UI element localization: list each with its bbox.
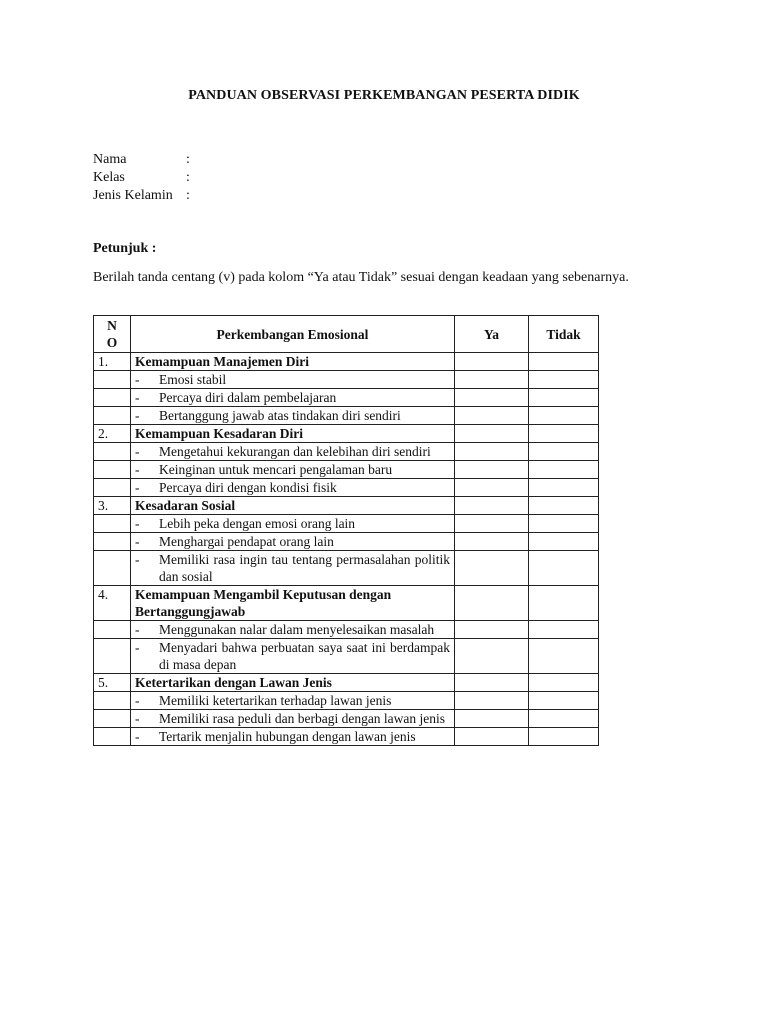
item-text: Bertanggung jawab atas tindakan diri sendiri — [159, 408, 401, 423]
list-item — [135, 407, 450, 424]
table-row — [94, 621, 599, 639]
empty-number-cell — [94, 639, 131, 674]
tidak-cell[interactable] — [529, 551, 599, 586]
tidak-cell[interactable] — [529, 710, 599, 728]
list-item — [135, 443, 450, 460]
item-cell — [131, 621, 455, 639]
yes-cell[interactable] — [455, 461, 529, 479]
tidak-cell[interactable] — [529, 639, 599, 674]
item-text: Emosi stabil — [159, 372, 227, 387]
yes-cell[interactable] — [455, 586, 529, 621]
item-text: Percaya diri dalam pembelajaran — [159, 390, 337, 405]
section-number: 3. — [94, 497, 131, 515]
table-row — [94, 533, 599, 551]
item-text: Percaya diri dengan kondisi fisik — [159, 480, 337, 495]
item-cell — [131, 533, 455, 551]
item-text: Menyadari bahwa perbuatan saya saat ini berdampak di masa depan — [159, 640, 450, 672]
list-item — [135, 551, 450, 585]
tidak-cell[interactable] — [529, 533, 599, 551]
list-item — [135, 461, 450, 478]
section-number: 5. — [94, 674, 131, 692]
empty-number-cell — [94, 443, 131, 461]
table-row — [94, 639, 599, 674]
section-title: Ketertarikan dengan Lawan Jenis — [131, 674, 455, 692]
tidak-cell[interactable] — [529, 353, 599, 371]
yes-cell[interactable] — [455, 621, 529, 639]
item-dash: - — [135, 480, 140, 495]
list-item — [135, 533, 450, 550]
tidak-cell[interactable] — [529, 389, 599, 407]
list-item — [135, 389, 450, 406]
item-text: Memiliki rasa peduli dan berbagi dengan lawan jenis — [159, 711, 446, 726]
list-item — [135, 515, 450, 532]
yes-cell[interactable] — [455, 692, 529, 710]
list-item — [135, 621, 450, 638]
empty-number-cell — [94, 551, 131, 586]
section-title: Kemampuan Mengambil Keputusan dengan Bertanggungjawab — [131, 586, 455, 621]
tidak-cell[interactable] — [529, 674, 599, 692]
item-cell — [131, 551, 455, 586]
list-item — [135, 371, 450, 388]
section-number: 1. — [94, 353, 131, 371]
section-row — [94, 674, 599, 692]
item-text: Mengetahui kekurangan dan kelebihan diri sendiri — [159, 444, 431, 459]
table-row — [94, 407, 599, 425]
yes-cell[interactable] — [455, 639, 529, 674]
table-row — [94, 728, 599, 746]
tidak-cell[interactable] — [529, 586, 599, 621]
list-item — [135, 728, 450, 745]
empty-number-cell — [94, 621, 131, 639]
identity-row — [93, 151, 190, 169]
identity-fields — [93, 151, 190, 205]
section-row — [94, 353, 599, 371]
list-item — [135, 692, 450, 709]
table-row — [94, 371, 599, 389]
empty-number-cell — [94, 710, 131, 728]
header-aspect: Perkembangan Emosional — [131, 316, 455, 353]
item-dash: - — [135, 622, 140, 637]
tidak-cell[interactable] — [529, 479, 599, 497]
yes-cell[interactable] — [455, 425, 529, 443]
identity-separator: : — [186, 188, 190, 203]
item-dash: - — [135, 729, 140, 744]
item-cell — [131, 728, 455, 746]
identity-label: Kelas — [93, 170, 125, 185]
item-text: Menghargai pendapat orang lain — [159, 534, 334, 549]
tidak-cell[interactable] — [529, 497, 599, 515]
item-text: Tertarik menjalin hubungan dengan lawan jenis — [159, 729, 416, 744]
table-row — [94, 443, 599, 461]
section-title: Kemampuan Manajemen Diri — [131, 353, 455, 371]
table-row — [94, 692, 599, 710]
identity-row — [93, 169, 190, 187]
table-header-row — [94, 316, 599, 353]
empty-number-cell — [94, 371, 131, 389]
yes-cell[interactable] — [455, 674, 529, 692]
empty-number-cell — [94, 533, 131, 551]
table-row — [94, 479, 599, 497]
table-row — [94, 551, 599, 586]
yes-cell[interactable] — [455, 533, 529, 551]
yes-cell[interactable] — [455, 443, 529, 461]
tidak-cell[interactable] — [529, 728, 599, 746]
yes-cell[interactable] — [455, 389, 529, 407]
section-row — [94, 497, 599, 515]
yes-cell[interactable] — [455, 479, 529, 497]
empty-number-cell — [94, 515, 131, 533]
instructions-heading: Petunjuk : — [93, 241, 157, 256]
page-title: PANDUAN OBSERVASI PERKEMBANGAN PESERTA DIDIK — [188, 88, 580, 103]
item-cell — [131, 710, 455, 728]
tidak-cell[interactable] — [529, 425, 599, 443]
tidak-cell[interactable] — [529, 621, 599, 639]
item-cell — [131, 692, 455, 710]
section-number: 4. — [94, 586, 131, 621]
observation-table — [93, 315, 599, 746]
item-dash: - — [135, 516, 140, 531]
yes-cell[interactable] — [455, 407, 529, 425]
yes-cell[interactable] — [455, 353, 529, 371]
item-cell — [131, 389, 455, 407]
item-dash: - — [135, 693, 140, 708]
list-item — [135, 710, 450, 727]
item-cell — [131, 443, 455, 461]
section-title: Kesadaran Sosial — [131, 497, 455, 515]
item-dash: - — [135, 711, 140, 726]
table-row — [94, 515, 599, 533]
yes-cell[interactable] — [455, 710, 529, 728]
table-row — [94, 461, 599, 479]
empty-number-cell — [94, 692, 131, 710]
item-dash: - — [135, 408, 140, 423]
item-text: Lebih peka dengan emosi orang lain — [159, 516, 356, 531]
item-dash: - — [135, 390, 140, 405]
section-row — [94, 586, 599, 621]
yes-cell[interactable] — [455, 497, 529, 515]
header-yes: Ya — [455, 316, 529, 353]
empty-number-cell — [94, 389, 131, 407]
yes-cell[interactable] — [455, 515, 529, 533]
empty-number-cell — [94, 479, 131, 497]
item-text: Keinginan untuk mencari pengalaman baru — [159, 462, 393, 477]
empty-number-cell — [94, 461, 131, 479]
item-dash: - — [135, 462, 140, 477]
identity-label: Jenis Kelamin — [93, 188, 173, 203]
item-dash: - — [135, 372, 140, 387]
item-dash: - — [135, 640, 140, 655]
identity-separator: : — [186, 170, 190, 185]
item-dash: - — [135, 534, 140, 549]
list-item — [135, 639, 450, 673]
item-cell — [131, 371, 455, 389]
item-dash: - — [135, 552, 140, 567]
empty-number-cell — [94, 407, 131, 425]
section-row — [94, 425, 599, 443]
header-tidak: Tidak — [529, 316, 599, 353]
item-text: Memiliki ketertarikan terhadap lawan jenis — [159, 693, 392, 708]
tidak-cell[interactable] — [529, 692, 599, 710]
identity-row — [93, 187, 190, 205]
item-text: Memiliki rasa ingin tau tentang permasalahan politik dan sosial — [159, 552, 450, 584]
item-cell — [131, 461, 455, 479]
item-cell — [131, 479, 455, 497]
tidak-cell[interactable] — [529, 461, 599, 479]
table-row — [94, 710, 599, 728]
identity-separator: : — [186, 152, 190, 167]
tidak-cell[interactable] — [529, 443, 599, 461]
item-dash: - — [135, 444, 140, 459]
tidak-cell[interactable] — [529, 407, 599, 425]
yes-cell[interactable] — [455, 371, 529, 389]
item-cell — [131, 407, 455, 425]
table-row — [94, 389, 599, 407]
yes-cell[interactable] — [455, 551, 529, 586]
tidak-cell[interactable] — [529, 515, 599, 533]
identity-label: Nama — [93, 152, 127, 167]
item-text: Menggunakan nalar dalam menyelesaikan masalah — [159, 622, 435, 637]
tidak-cell[interactable] — [529, 371, 599, 389]
yes-cell[interactable] — [455, 728, 529, 746]
item-cell — [131, 515, 455, 533]
section-title: Kemampuan Kesadaran Diri — [131, 425, 455, 443]
empty-number-cell — [94, 728, 131, 746]
header-no: N O — [94, 316, 131, 353]
item-cell — [131, 639, 455, 674]
section-number: 2. — [94, 425, 131, 443]
instructions-text: Berilah tanda centang (v) pada kolom “Ya atau Tidak” sesuai dengan keadaan yang sebenarnya. — [93, 270, 629, 285]
list-item — [135, 479, 450, 496]
